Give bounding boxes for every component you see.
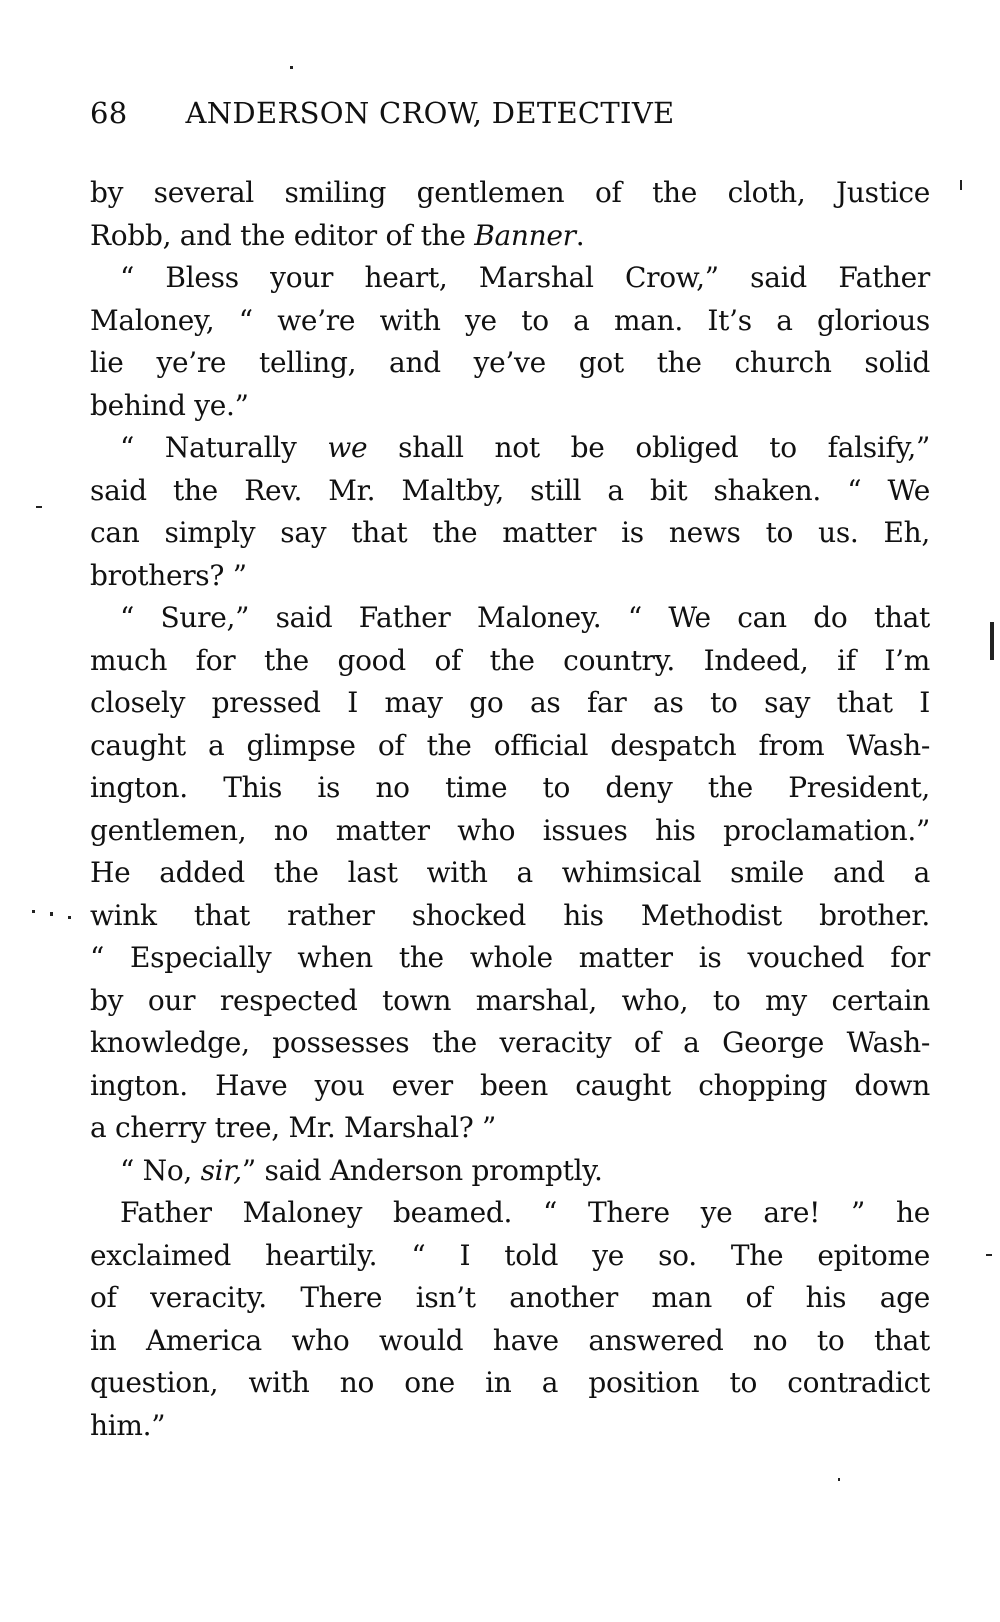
- text-line: Father Maloney beamed. “ There ye are! ” he: [120, 1196, 930, 1229]
- page-number: 68: [90, 96, 128, 130]
- text-line: lie ye’re telling, and ye’ve got the church solid: [90, 346, 930, 379]
- text-line: a cherry tree, Mr. Marshal? ”: [90, 1111, 497, 1144]
- scan-speck: [36, 506, 42, 508]
- text-line: knowledge, possesses the veracity of a George Wash-: [90, 1026, 930, 1059]
- scan-speck: [838, 1478, 840, 1481]
- text-segment: “ Naturally: [120, 431, 328, 464]
- text-line: by our respected town marshal, who, to my certain: [90, 983, 930, 1017]
- text-line: of veracity. There isn’t another man of his age: [90, 1281, 930, 1314]
- italic-text: Banner: [474, 218, 576, 252]
- text-line: wink that rather shocked his Methodist brother.: [90, 898, 930, 932]
- text-line: much for the good of the country. Indeed, if I’m: [90, 643, 930, 677]
- text-line: said the Rev. Mr. Maltby, still a bit shaken. “ We: [90, 473, 930, 507]
- text-segment: Robb, and the editor of the: [90, 218, 475, 252]
- text-line: ington. This is no time to deny the President,: [90, 771, 930, 804]
- text-line: closely pressed I may go as far as to say that I: [90, 686, 930, 719]
- scan-speck: [68, 916, 71, 919]
- scan-speck: [32, 910, 35, 913]
- text-line: [90, 1150, 930, 1193]
- italic-text: we: [327, 431, 368, 464]
- scan-speck: [986, 1254, 992, 1256]
- text-segment: ” said Anderson promptly.: [241, 1153, 603, 1187]
- italic-text: sir,: [200, 1153, 242, 1187]
- text-line: He added the last with a whimsical smile and a: [90, 856, 930, 889]
- text-line: “ Sure,” said Father Maloney. “ We can do that: [120, 601, 930, 634]
- body-text: [90, 172, 930, 1447]
- scan-speck: [960, 180, 962, 190]
- text-line: exclaimed heartily. “ I told ye so. The epitome: [90, 1238, 930, 1272]
- text-line: by several smiling gentlemen of the cloth, Justice: [90, 176, 930, 209]
- text-line: [90, 215, 930, 258]
- page-header: [90, 96, 810, 140]
- text-line: “ Bless your heart, Marshal Crow,” said Father: [120, 261, 930, 294]
- text-line: [90, 427, 930, 470]
- text-line: behind ye.”: [90, 388, 249, 422]
- text-line: can simply say that the matter is news to us. Eh,: [90, 516, 930, 549]
- scan-speck: [990, 622, 994, 660]
- text-line: ington. Have you ever been caught chopping down: [90, 1068, 930, 1102]
- text-line: brothers? ”: [90, 558, 247, 592]
- text-line: Maloney, “ we’re with ye to a man. It’s a glorious: [90, 303, 930, 337]
- scan-speck: [290, 66, 293, 69]
- scan-speck: [50, 912, 53, 916]
- text-segment: “ No,: [120, 1153, 201, 1187]
- text-line: him.”: [90, 1408, 166, 1442]
- running-head: ANDERSON CROW, DETECTIVE: [185, 96, 675, 130]
- text-line: in America who would have answered no to that: [90, 1323, 930, 1357]
- text-segment: .: [575, 218, 585, 252]
- text-line: “ Especially when the whole matter is vouched for: [90, 941, 930, 974]
- text-segment: shall not be obliged to falsify,”: [367, 431, 930, 464]
- text-line: gentlemen, no matter who issues his proclamation.”: [90, 813, 930, 847]
- text-line: caught a glimpse of the official despatch from Wash-: [90, 728, 930, 762]
- text-line: question, with no one in a position to contradict: [90, 1366, 930, 1399]
